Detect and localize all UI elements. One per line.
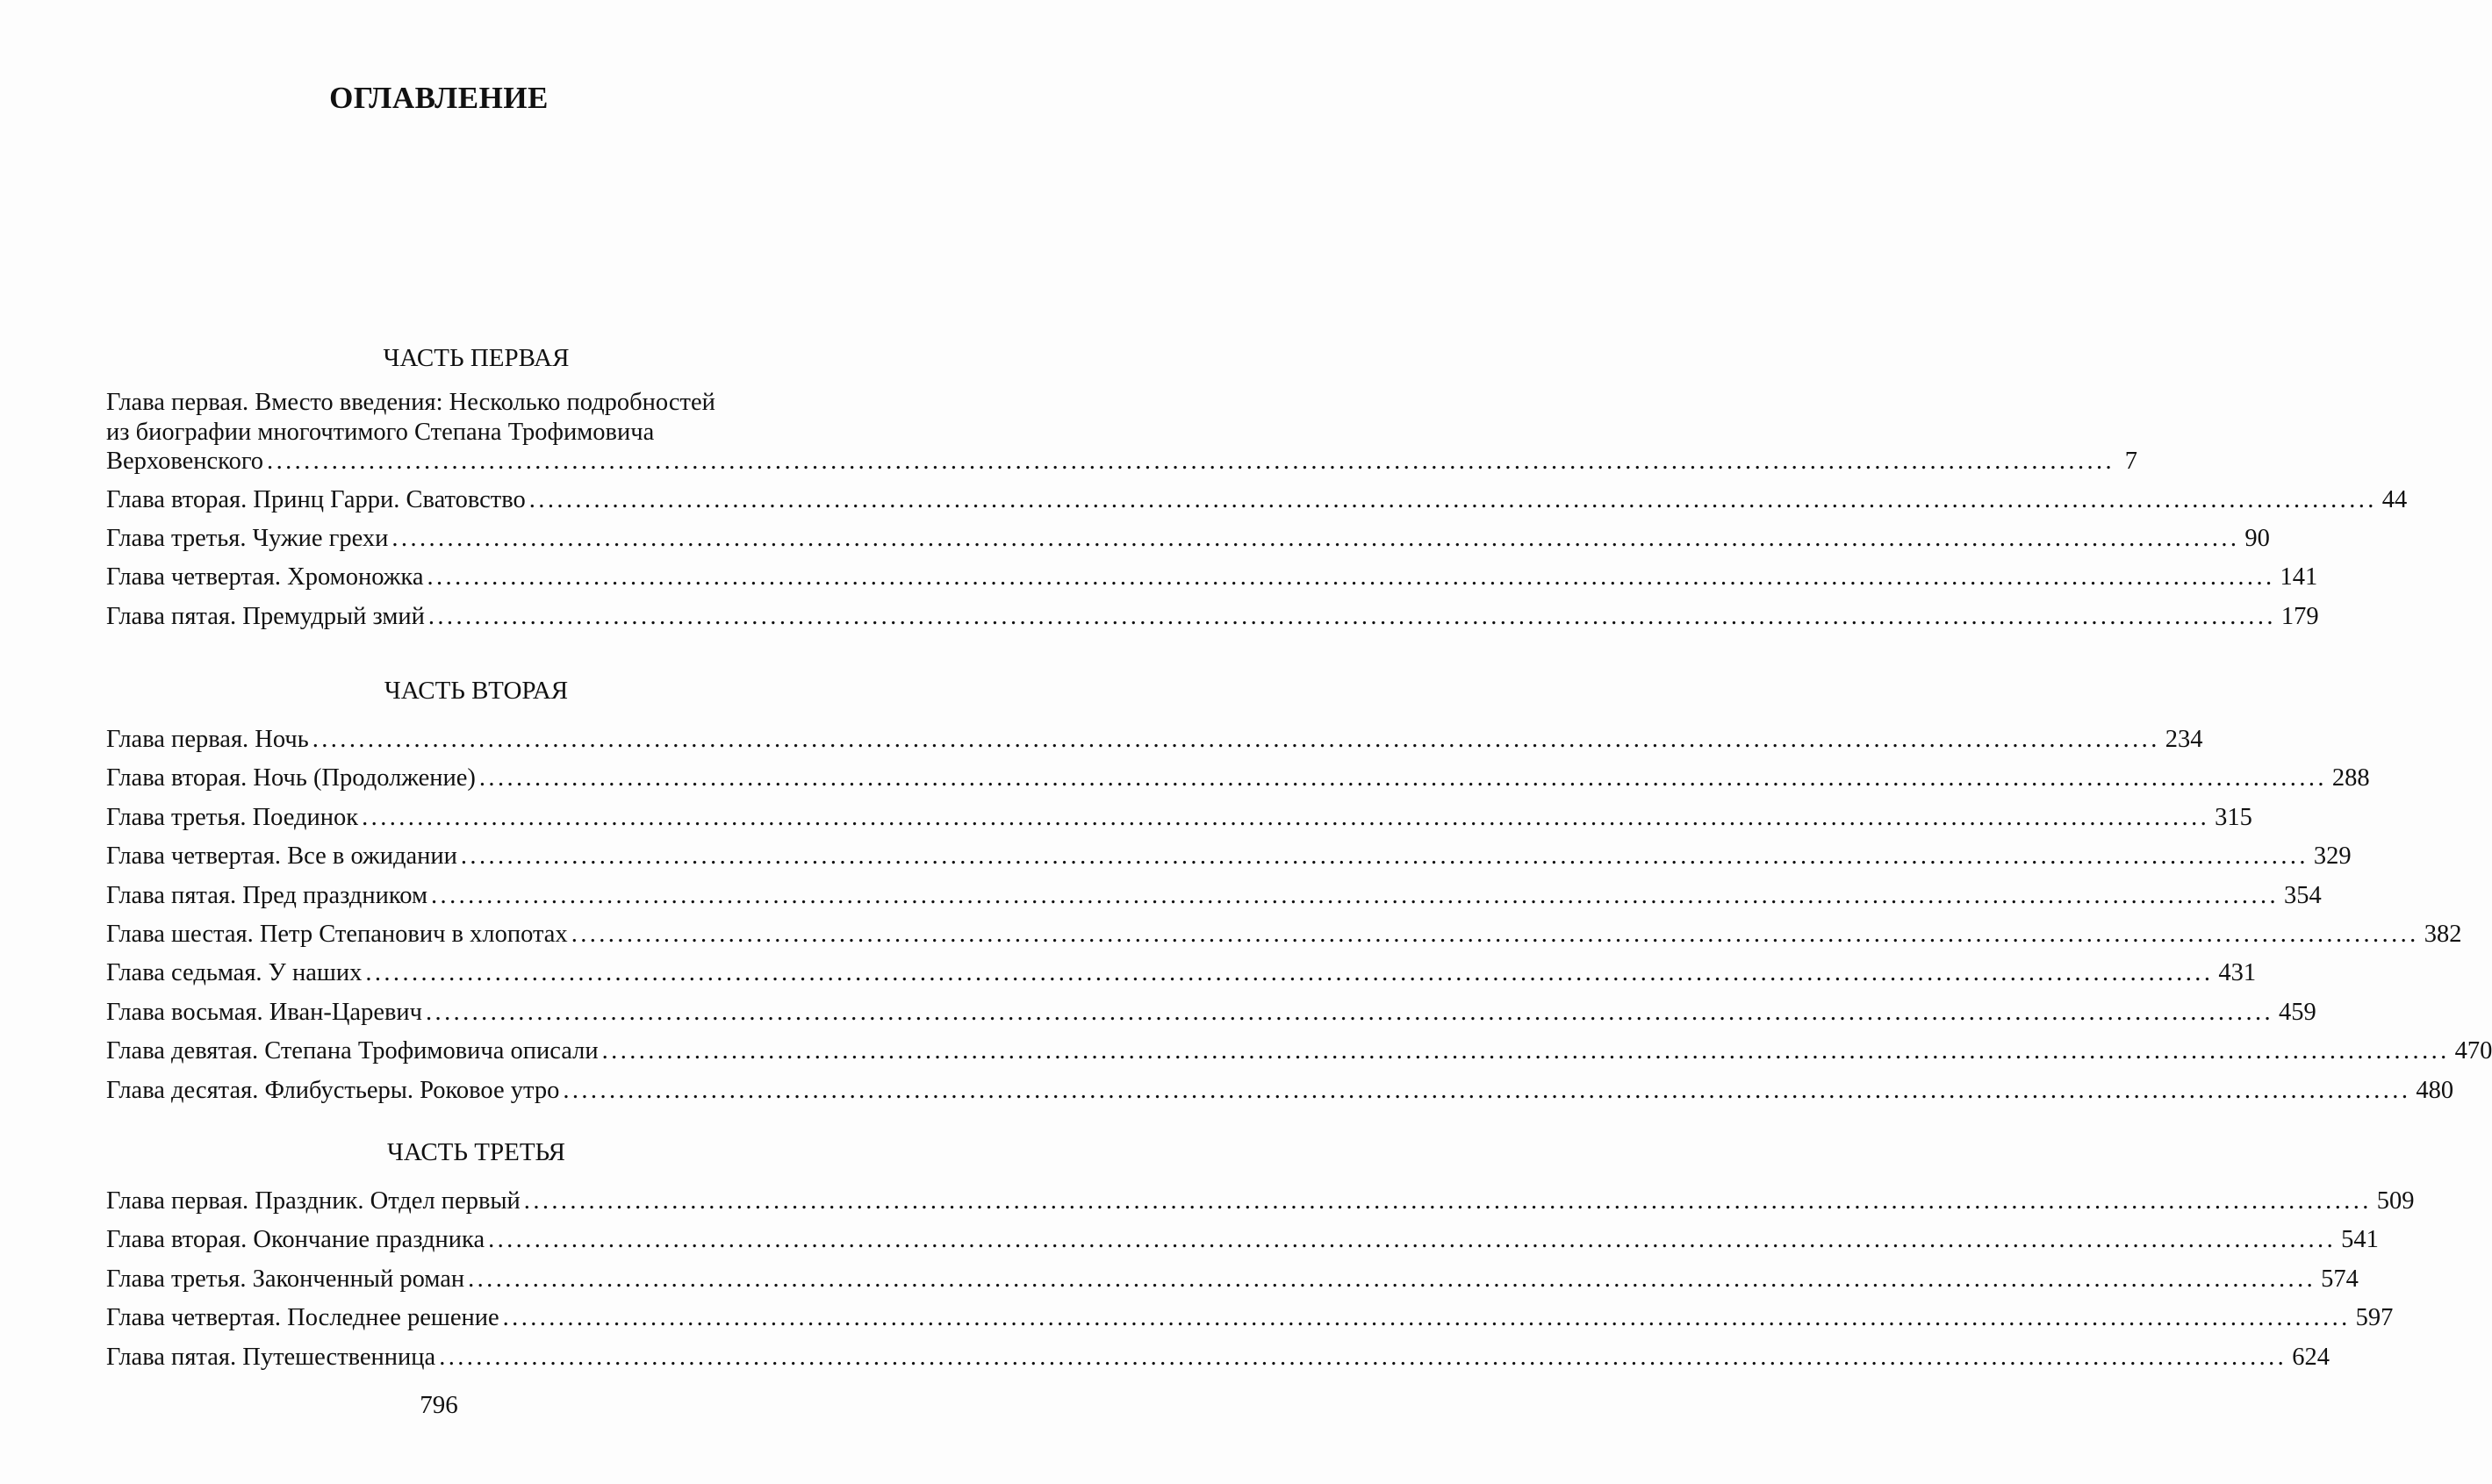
entry-page: 597 [2355,1304,2394,1332]
entry-page: 315 [2215,803,2252,831]
dot-leader: ........................................................................................................................................................................................................ [523,1187,2372,1215]
entry-title: Глава пятая. Путешественница [106,1343,436,1371]
page-title: ОГЛАВЛЕНИЕ [329,81,549,115]
dot-leader: ........................................................................................................................................................................................................ [460,842,2309,871]
toc-entry [106,720,2203,759]
dot-leader: ........................................................................................................................................................................................................ [427,563,2275,591]
entry-title: Глава четвертая. Последнее решение [106,1304,499,1332]
dot-leader: ........................................................................................................................................................................................................ [478,764,2327,792]
dot-leader: ........................................................................................................................................................................................................ [267,448,2115,475]
entry-page: 509 [2376,1187,2415,1215]
toc-entry [106,481,2408,520]
toc-entry [106,1072,2454,1110]
entry-page: 459 [2279,998,2316,1026]
entry-page: 541 [2341,1226,2379,1254]
entry-title: Глава третья. Чужие грехи [106,524,389,552]
entry-page: 354 [2284,881,2322,909]
dot-leader: ........................................................................................................................................................................................................ [601,1037,2450,1065]
dot-leader: ........................................................................................................................................................................................................ [468,1265,2316,1293]
toc-entry [106,954,2257,993]
toc-entry [106,1221,2379,1259]
dot-leader: ........................................................................................................................................................................................................ [571,920,2419,948]
entry-page: 7 [2124,448,2138,475]
entry-page: 141 [2280,563,2318,591]
toc-entry [106,1182,2415,1221]
entry-title: Глава первая. Ночь [106,726,309,753]
entry-title: Глава вторая. Ночь (Продолжение) [106,764,476,792]
entry-title: Глава десятая. Флибустьеры. Роковое утро [106,1076,560,1104]
entry-title: Глава пятая. Премудрый змий [106,602,425,630]
dot-leader: ........................................................................................................................................................................................................ [362,803,2210,831]
entry-title: Глава седьмая. У наших [106,959,363,987]
toc-entry [106,388,2138,477]
dot-leader: ........................................................................................................................................................................................................ [502,1304,2351,1332]
toc-entry [106,799,2252,837]
entry-page: 574 [2321,1265,2359,1293]
entry-title: Глава шестая. Петр Степанович в хлопотах [106,920,568,948]
toc-entry [106,1299,2394,1337]
entry-title-line: из биографии многочтимого Степана Трофимовича [106,418,655,446]
part-heading: ЧАСТЬ ВТОРАЯ [384,677,569,705]
entry-title: Глава вторая. Окончание праздника [106,1226,485,1254]
dot-leader: ........................................................................................................................................................................................................ [528,485,2377,513]
toc-entry [106,915,2462,954]
entry-page: 624 [2292,1343,2330,1371]
entry-title: Глава четвертая. Все в ожидании [106,842,457,871]
entry-page: 329 [2313,842,2352,871]
entry-title: Верховенского [106,448,264,475]
entry-page: 480 [2416,1076,2454,1104]
entry-title: Глава девятая. Степана Трофимовича описали [106,1037,599,1065]
entry-page: 90 [2244,524,2270,552]
dot-leader: ........................................................................................................................................................................................................ [391,524,2240,552]
toc-entry [106,1338,2330,1377]
entry-title: Глава восьмая. Иван-Царевич [106,998,423,1026]
toc-entry [106,837,2352,876]
toc-entry [106,598,2319,636]
dot-leader: ........................................................................................................................................................................................................ [563,1076,2411,1104]
toc-entry [106,759,2370,798]
toc-entry [106,1032,2492,1071]
dot-leader: ........................................................................................................................................................................................................ [312,726,2160,753]
dot-leader: ........................................................................................................................................................................................................ [488,1226,2337,1254]
entry-page: 431 [2218,959,2257,987]
entry-title: Глава вторая. Принц Гарри. Сватовство [106,485,526,513]
part-heading: ЧАСТЬ ТРЕТЬЯ [386,1138,566,1166]
part-third [106,1133,2415,1377]
page-number: 796 [420,1391,458,1419]
entry-title: Глава четвертая. Хромоножка [106,563,424,591]
entry-title: Глава третья. Законченный роман [106,1265,465,1293]
part-second [106,671,2492,1110]
entry-page: 288 [2331,764,2370,792]
dot-leader: ........................................................................................................................................................................................................ [365,959,2214,987]
entry-page: 470 [2454,1037,2492,1065]
entry-page: 44 [2381,485,2408,513]
part-first [106,339,2408,636]
entry-page: 179 [2280,602,2319,630]
entry-page: 382 [2424,920,2462,948]
toc-entry [106,877,2322,915]
entry-title: Глава пятая. Пред праздником [106,881,428,909]
dot-leader: ........................................................................................................................................................................................................ [431,881,2280,909]
toc-entry [106,993,2316,1032]
part-heading: ЧАСТЬ ПЕРВАЯ [383,344,570,372]
entry-title: Глава первая. Праздник. Отдел первый [106,1187,521,1215]
entry-title: Глава третья. Поединок [106,803,359,831]
entry-page: 234 [2165,726,2203,753]
toc-entry [106,520,2270,558]
entry-title-line: Глава первая. Вместо введения: Несколько подробностей [106,389,715,416]
dot-leader: ........................................................................................................................................................................................................ [427,602,2276,630]
toc-entry [106,558,2318,597]
toc-entry [106,1260,2359,1299]
dot-leader: ........................................................................................................................................................................................................ [439,1343,2287,1371]
dot-leader: ........................................................................................................................................................................................................ [426,998,2274,1026]
